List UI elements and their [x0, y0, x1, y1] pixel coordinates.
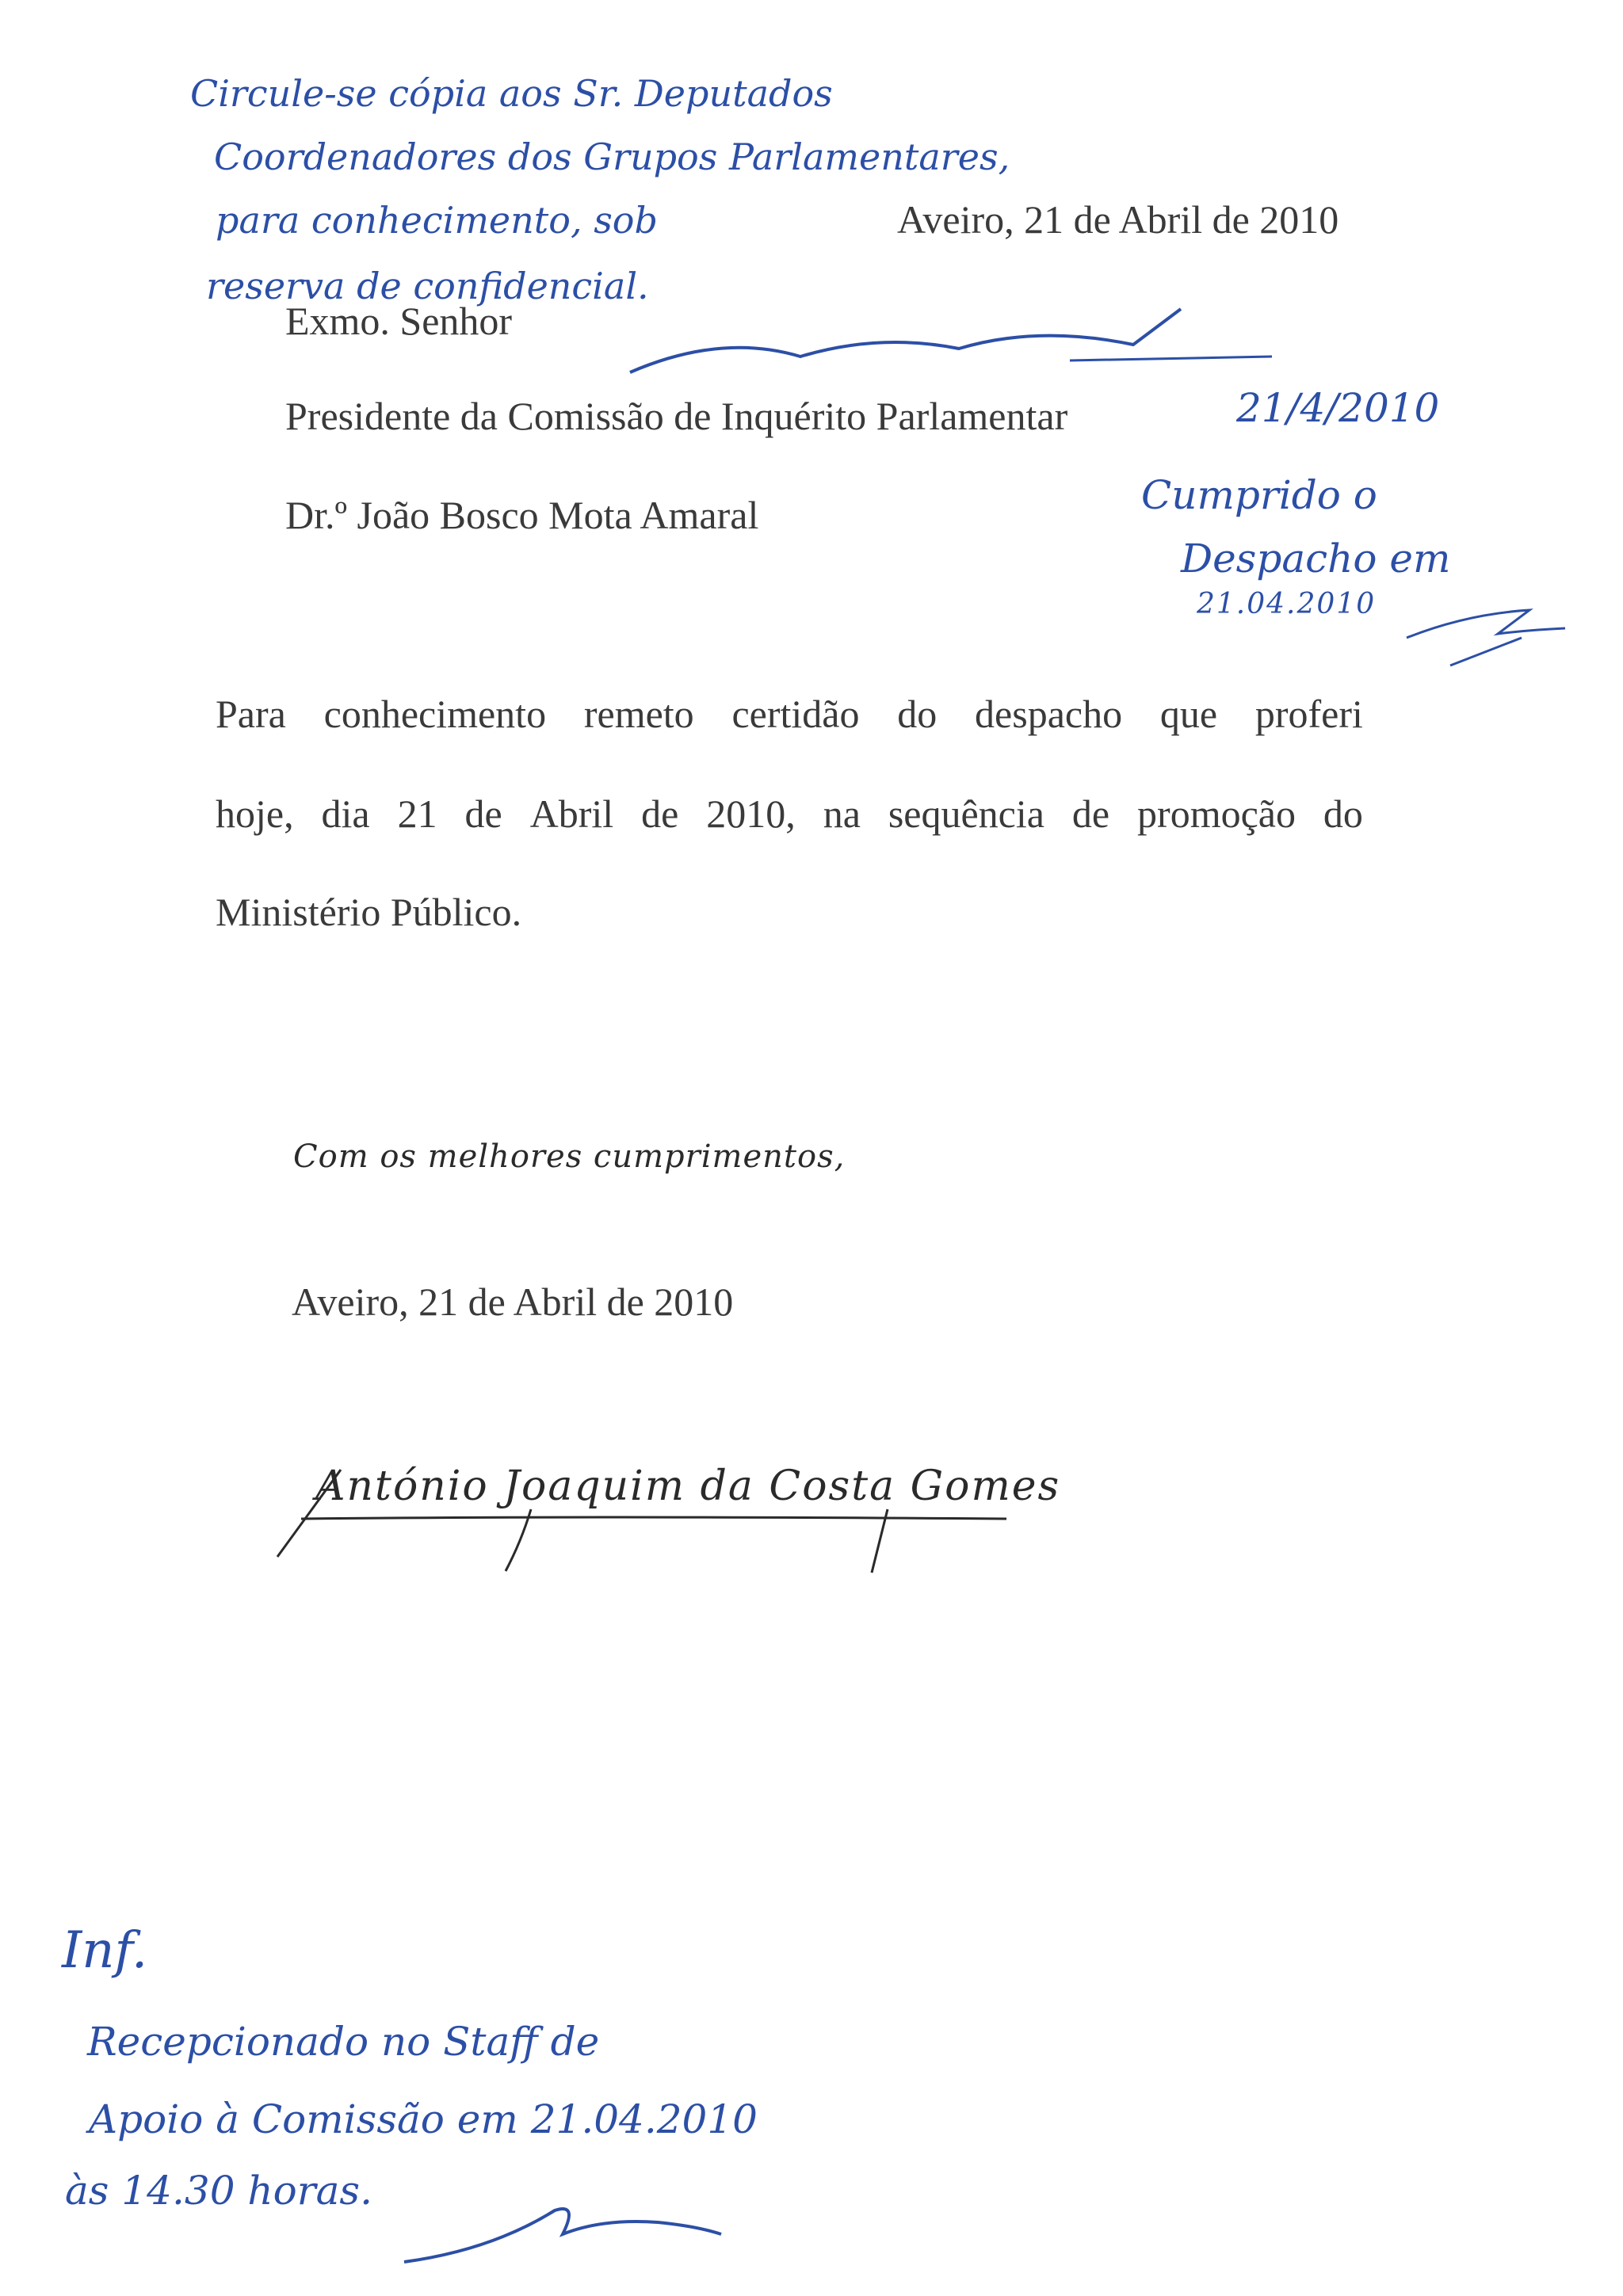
body-word: dia [321, 791, 370, 836]
letter-body-line [216, 791, 1363, 837]
body-word: despacho [975, 692, 1123, 736]
top-note-line: Circule-se cópia aos Sr. Deputados [190, 72, 833, 115]
body-word: de [464, 791, 502, 836]
body-word: hoje, [216, 791, 294, 836]
signature-text: António Joaquim da Costa Gomes [315, 1463, 1061, 1510]
letter-body-line [216, 691, 1363, 737]
top-date-handwritten: 21/4/2010 [1236, 385, 1440, 431]
body-word: do [897, 692, 938, 736]
body-word: Ministério Público. [216, 890, 522, 934]
closing-handwritten: Com os melhores cumprimentos, [293, 1138, 846, 1175]
top-initials-stroke [626, 301, 1276, 388]
body-word: que [1159, 692, 1218, 736]
letter-date-bottom: Aveiro, 21 de Abril de 2010 [292, 1280, 734, 1324]
body-word: promoção [1137, 791, 1296, 836]
bottom-note-line: às 14.30 horas. [65, 2168, 372, 2214]
top-note-line: reserva de confidencial. [206, 265, 649, 307]
letter-salutation: Exmo. Senhor [285, 299, 513, 343]
despacho-note-line: Cumprido o [1141, 472, 1377, 518]
bottom-note-line: Apoio à Comissão em 21.04.2010 [89, 2096, 758, 2142]
body-word: Para [216, 692, 286, 736]
letter-date-top: Aveiro, 21 de Abril de 2010 [897, 197, 1339, 242]
top-note-line: para conhecimento, sob [216, 199, 658, 242]
letter-recipient-name: Dr.º João Bosco Mota Amaral [285, 493, 759, 537]
despacho-note-line: Despacho em [1181, 536, 1451, 582]
top-note-line: Coordenadores dos Grupos Parlamentares, [214, 135, 1010, 178]
body-word: remeto [583, 692, 694, 736]
letter-body-line [216, 889, 1363, 935]
body-word: sequência [888, 791, 1044, 836]
signature-strokes [269, 1454, 1014, 1581]
body-word: de [641, 791, 679, 836]
body-word: certidão [731, 692, 860, 736]
bottom-note-line: Recepcionado no Staff de [87, 2019, 600, 2065]
body-word: na [823, 791, 861, 836]
body-word: de [1071, 791, 1110, 836]
despacho-initials-stroke [1403, 598, 1569, 669]
body-word: 21 [397, 791, 437, 836]
bottom-initials-stroke [396, 2187, 729, 2274]
body-word: 2010, [706, 791, 796, 836]
letter-recipient-title: Presidente da Comissão de Inquérito Parlamentar [285, 394, 1068, 438]
body-word: do [1323, 791, 1363, 836]
body-word: Abril [529, 791, 614, 836]
bottom-inf-mark: Inf. [62, 1921, 148, 1980]
despacho-note-line: 21.04.2010 [1197, 588, 1377, 620]
body-word: conhecimento [323, 692, 547, 736]
body-word: proferi [1254, 692, 1363, 736]
